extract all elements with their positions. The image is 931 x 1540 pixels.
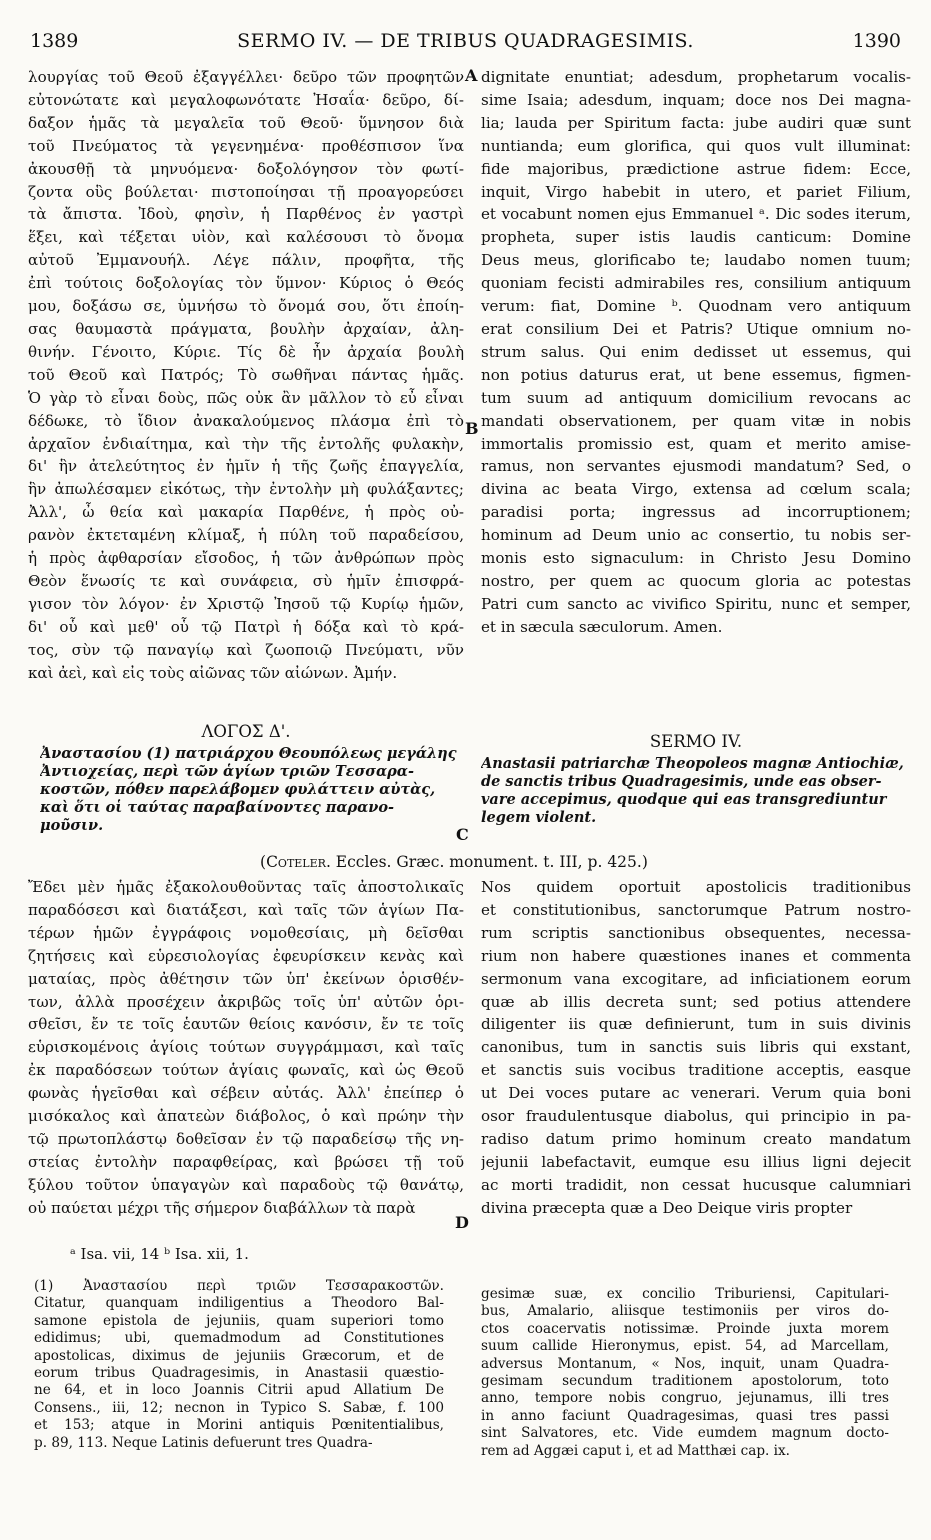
text-line: suum callide Hieronymus, epist. 54, ad Marcellam,	[481, 1338, 889, 1355]
text-line: Patri cum sancto ac vivifico Spiritu, nunc et semper,	[481, 594, 911, 613]
text-line: φωνὰς ἡγεῖσθαι καὶ σέβειν αὐτάς. Ἀλλ' ἐπείπερ ὁ	[28, 1084, 464, 1103]
text-line: δέδωκε, τὸ ἴδιον ἀνακαλούμενος πλάσμα ἐπὶ τὸ	[28, 411, 464, 430]
text-line: δαξον ἡμᾶς τὰ μεγαλεῖα τοῦ Θεοῦ· ὕμνησον διὰ	[28, 113, 464, 132]
margin-letter-a: A	[465, 66, 478, 85]
text-line: divina præcepta quæ a Deo Deique viris propter	[481, 1198, 853, 1217]
text-line: τὰ ἄπιστα. Ἰδοὺ, φησὶν, ἡ Παρθένος ἐν γαστρὶ	[28, 205, 464, 224]
text-line: canonibus, tum in sanctis suis libris qui exstant,	[481, 1038, 911, 1057]
text-line: eorum tribus Quadragesimis, in Anastasii quæstio-	[34, 1365, 444, 1382]
text-line: Consens., iii, 12; necnon in Typico S. Sabæ, f. 100	[34, 1399, 444, 1416]
text-line: inquit, Virgo habebit in utero, et pariet Filium,	[481, 182, 911, 201]
text-line: fide majoribus, prædictione astrue fidem: Ecce,	[481, 159, 911, 178]
text-line: et sanctis suis vocibus traditione acceptis, easque	[481, 1061, 911, 1080]
text-line: sint Salvatores, etc. Vide eumdem magnum docto-	[481, 1425, 889, 1442]
text-line: apostolicas, diximus de jejuniis Græcorum, et de	[34, 1347, 444, 1364]
text-line: μοῦσιν.	[40, 817, 104, 834]
text-line: Citatur, quanquam indiligentius a Theodoro Bal-	[34, 1295, 444, 1312]
text-line: ἕξει, καὶ τέξεται υἱὸν, καὶ καλέσουσι τὸ ὄνομα	[28, 228, 464, 247]
text-line: de sanctis tribus Quadragesimis, unde eas obser-	[481, 773, 882, 790]
text-line: ramus, non servantes ejusmodi mandatum? Sed, o	[481, 457, 911, 476]
text-line: dignitate enuntiat; adesdum, prophetarum vocalis-	[481, 68, 911, 86]
text-line: δι' οὗ καὶ μεθ' οὗ τῷ Πατρὶ ἡ δόξα καὶ τὸ κρά-	[28, 617, 464, 636]
running-title: SERMO IV. — DE TRIBUS QUADRAGESIMIS.	[237, 30, 694, 52]
footnote-right	[481, 1286, 889, 1460]
text-line: καὶ ὅτι οἱ ταύτας παραβαίνοντες παρανο-	[40, 799, 395, 816]
text-line: Θεὸν ἕνωσίς τε καὶ συνάφεια, σὺ ἡμῖν ἐπισφρά-	[28, 571, 464, 590]
text-line: immortalis promissio est, quam et merito amise-	[481, 434, 911, 453]
margin-letter-c: C	[456, 825, 469, 844]
text-line: strum salus. Qui enim dedisset ut essemus, qui	[481, 342, 911, 361]
text-line: εὐτονώτατε καὶ μεγαλοφωνότατε Ἠσαΐα· δεῦρο, δί-	[28, 90, 464, 109]
text-line: Ἔδει μὲν ἡμᾶς ἐξακολουθοῦντας ταῖς ἀποστολικαῖς	[28, 878, 464, 896]
left-page-number: 1389	[30, 30, 79, 52]
text-line: τοῦ Πνεύματος τὰ γεγενημένα· προθέσπισον ἵνα	[28, 136, 464, 155]
text-line: Nos quidem oportuit apostolicis traditionibus	[481, 878, 911, 896]
scripture-references: ᵃ Isa. vii, 14 ᵇ Isa. xii, 1.	[70, 1245, 249, 1263]
text-line: τος, σὺν τῷ παναγίῳ καὶ ζωοποιῷ Πνεύματι, νῦν	[28, 640, 464, 659]
text-line: propheta, super istis laudis canticum: Domine	[481, 228, 911, 247]
text-line: εὑρισκομένοις ἁγίοις τούτων συγγράμμασι, καὶ ταῖς	[28, 1038, 464, 1057]
text-line: ζοντα οὓς βούλεται· πιστοποίησαι τῇ προαγορεύσει	[28, 182, 464, 201]
text-line: gesimæ suæ, ex concilio Triburiensi, Capitulari-	[481, 1286, 889, 1302]
text-line: quæ ab illis decreta sunt; sed potius attendere	[481, 992, 911, 1011]
text-line: non potius daturus erat, ut bene essemus, figmen-	[481, 365, 911, 384]
text-line: σας θαυμαστὰ πράγματα, βουλὴν ἀρχαίαν, ἀλη-	[28, 319, 464, 338]
text-line: παραδόσεσι καὶ διατάξεσι, καὶ ταῖς τῶν ἁγίων Πα-	[28, 900, 464, 919]
latin-section-heading: SERMO IV.	[649, 732, 743, 751]
greek-section-heading: ΛΟΓΟΣ Δ'.	[201, 722, 291, 741]
text-line: nostro, per quem ac quocum gloria ac potestas	[481, 571, 911, 590]
text-line: (1) Ἀναστασίου περὶ τριῶν Τεσσαρακοστῶν.	[34, 1278, 444, 1294]
text-line: sermonum vana excogitare, ad inficiationem eorum	[481, 969, 911, 988]
text-line: ματαίας, πρὸς ἀθέτησιν τῶν ὑπ' ἐκείνων ὁρισθέν-	[28, 969, 464, 988]
text-line: quoniam fecisti admirabiles res, consilium antiquum	[481, 274, 911, 293]
text-line: τοῦ Θεοῦ καὶ Πατρός; Τὸ σωθῆναι πάντας ἡμᾶς.	[28, 365, 464, 384]
text-line: edidimus; ubi, quemadmodum ad Constitutiones	[34, 1330, 444, 1347]
text-line: στείας ἐντολὴν παραφθείρας, καὶ βρώσει τῇ τοῦ	[28, 1152, 464, 1171]
text-line: τέρων ἡμῶν ἐγγράφοις νομοθεσίαις, μὴ δεῖσθαι	[28, 923, 464, 942]
text-line: diligenter iis quæ definierunt, tum in suis divinis	[481, 1015, 911, 1034]
text-line: et in sæcula sæculorum. Amen.	[481, 617, 723, 636]
text-line: Ἀντιοχείας, περὶ τῶν ἁγίων τριῶν Τεσσαρα-	[40, 763, 414, 780]
text-line: λουργίας τοῦ Θεοῦ ἐξαγγέλλει· δεῦρο τῶν προφητῶν	[28, 68, 464, 86]
text-line: nuntianda; eum glorifica, qui quos vult illuminat:	[481, 136, 911, 155]
text-line: ut Dei voces putare ac venerari. Verum quia boni	[481, 1084, 911, 1103]
text-line: ξύλου τοῦτον ὑπαγαγὼν καὶ παραδοὺς τῷ θανάτῳ,	[28, 1175, 464, 1194]
text-line: et vocabunt nomen ejus Emmanuel ᵃ. Dic sodes iterum,	[481, 205, 911, 224]
text-line: rum scriptis sanctionibus obsequentes, necessa-	[481, 923, 911, 942]
text-line: divina ac beata Virgo, extensa ad cœlum scala;	[481, 480, 911, 499]
text-line: Anastasii patriarchæ Theopoleos magnæ Antiochiæ,	[481, 755, 904, 772]
text-line: radiso datum primo hominum creato mandatum	[481, 1129, 911, 1148]
text-line: et 153; atque in Morini antiquis Pœnitentialibus,	[34, 1417, 444, 1434]
text-line: bus, Amalario, aliisque testimoniis per viros do-	[481, 1303, 889, 1320]
text-line: lia; lauda per Spiritum facta: jube audiri quæ sunt	[481, 113, 911, 132]
latin-subtitle	[481, 755, 911, 827]
text-line: paradisi porta; ingressus ad incorruptionem;	[481, 503, 911, 522]
text-line: ἐκ παραδόσεων τούτων ἁγίαις φωναῖς, καὶ ὡς Θεοῦ	[28, 1061, 464, 1080]
text-line: οὐ παύεται μέχρι τῆς σήμερον διαβάλλων τὰ παρὰ	[28, 1198, 416, 1217]
text-line: et constitutionibus, sanctorumque Patrum nostro-	[481, 900, 911, 919]
text-line: τῷ πρωτοπλάστῳ δοθεῖσαν ἐν τῷ παραδείσῳ τῆς νη-	[28, 1129, 464, 1148]
greek-subtitle	[40, 745, 460, 835]
text-line: γισον τὸν λόγον· ἐν Χριστῷ Ἰησοῦ τῷ Κυρίῳ ἡμῶν,	[28, 594, 464, 613]
text-line: ζητήσεις καὶ εὑρεσιολογίας ἐφευρίσκειν κενὰς καὶ	[28, 946, 464, 965]
text-line: μισόκαλος καὶ ἀπατεὼν διάβολος, ὁ καὶ πρώην τὴν	[28, 1107, 464, 1126]
text-line: anno, tempore nobis congruo, jejunamus, illi tres	[481, 1390, 889, 1407]
text-line: ἀκουσθῇ τὰ μηνυόμενα· δοξολόγησον τὸν φωτί-	[28, 159, 464, 178]
text-line: αὐτοῦ Ἐμμανουήλ. Λέγε πάλιν, προφῆτα, τῆς	[28, 251, 464, 270]
text-line: ἡ πρὸς ἀφθαρσίαν εἴσοδος, ἡ τῶν ἀνθρώπων πρὸς	[28, 549, 464, 568]
text-line: ἀρχαῖον ἐνδιαίτημα, καὶ τὴν τῆς ἐντολῆς φυλακὴν,	[28, 434, 464, 453]
text-line: rium non habere quæstiones inanes et commenta	[481, 946, 911, 965]
text-line: osor fraudulentusque diabolus, qui principio in pa-	[481, 1107, 911, 1126]
right-page-number: 1390	[852, 30, 901, 52]
text-line: ρανὸν ἐκτεταμένη κλίμαξ, ἡ πύλη τοῦ παραδείσου,	[28, 526, 464, 545]
greek-column-bottom	[28, 876, 464, 1220]
text-line: rem ad Aggæi caput i, et ad Matthæi cap. ix.	[481, 1442, 790, 1459]
text-line: ἣν ἀπωλέσαμεν εἰκότως, τὴν ἐντολὴν μὴ φυλάξαντες;	[28, 480, 464, 499]
text-line: θινήν. Γένοιτο, Κύριε. Τίς δὲ ἦν ἀρχαία βουλὴ	[28, 342, 464, 361]
text-line: tum suum ad antiquum domicilium revocans ac	[481, 388, 911, 407]
text-line: erat consilium Dei et Patris? Utique omnium no-	[481, 319, 911, 338]
text-line: hominum ad Deum unio ac consertio, tu nobis ser-	[481, 526, 911, 545]
text-line: των, ἀλλὰ προσέχειν ἀκριβῶς τοῖς ὑπ' αὐτῶν ὁρι-	[28, 992, 464, 1011]
text-line: p. 89, 113. Neque Latinis defuerunt tres Quadra-	[34, 1434, 373, 1451]
text-line: ne 64, et in loco Joannis Citrii apud Allatium De	[34, 1382, 444, 1399]
text-line: Ἀλλ', ὦ θεία καὶ μακαρία Παρθένε, ἡ πρὸς οὐ-	[28, 503, 464, 522]
text-line: Ἀναστασίου (1) πατριάρχου Θεουπόλεως μεγάλης	[40, 745, 457, 762]
text-line: κοστῶν, πόθεν παρελάβομεν φυλάττειν αὐτὰς,	[40, 781, 436, 798]
text-line: ctos coacervatis notissimæ. Proinde juxta morem	[481, 1320, 889, 1337]
text-line: μου, δοξάσω σε, ὑμνήσω τὸ ὄνομά σου, ὅτι ἐποίη-	[28, 297, 464, 316]
text-line: vare accepimus, quodque qui eas transgrediuntur	[481, 791, 887, 808]
text-line: legem violent.	[481, 809, 597, 826]
margin-letter-b: B	[465, 419, 479, 438]
text-line: mandati observationem, per quam vitæ in nobis	[481, 411, 911, 430]
latin-column-top	[481, 66, 911, 639]
text-line: δι' ἣν ἀτελεύτητος ἐν ἡμῖν ἡ τῆς ζωῆς ἐπαγγελία,	[28, 457, 464, 476]
footnote-left	[34, 1278, 444, 1452]
text-line: verum: fiat, Domine ᵇ. Quodnam vero antiquum	[481, 297, 911, 316]
text-line: ἐπὶ τούτοις δοξολογίας τὸν ὕμνον· Κύριος ὁ Θεός	[28, 274, 464, 293]
source-author: Coteler	[266, 853, 326, 871]
text-line: Ὁ γὰρ τὸ εἶναι δοὺς, πῶς οὐκ ἂν μᾶλλον τὸ εὖ εἶναι	[28, 388, 464, 407]
source-citation: (Coteler. Eccles. Græc. monument. t. III, p. 425.)	[260, 853, 648, 871]
text-line: samone epistola de jejuniis, quam superiori tomo	[34, 1312, 444, 1329]
text-line: Deus meus, glorificabo te; laudabo nomen tuum;	[481, 251, 911, 270]
text-line: in anno faciunt Quadragesimas, quasi tres passi	[481, 1407, 889, 1424]
greek-column-top	[28, 66, 464, 684]
latin-column-bottom	[481, 876, 911, 1220]
text-line: jejunii labefactavit, eumque esu illius ligni dejecit	[481, 1152, 911, 1171]
text-line: adversus Montanum, « Nos, inquit, unam Quadra-	[481, 1355, 889, 1372]
margin-letter-d: D	[455, 1213, 469, 1232]
text-line: καὶ ἀεὶ, καὶ εἰς τοὺς αἰῶνας τῶν αἰώνων. Ἀμήν.	[28, 663, 398, 682]
text-line: σθεῖσι, ἔν τε τοῖς ἑαυτῶν θείοις κανόσιν, ἔν τε τοῖς	[28, 1015, 464, 1034]
text-line: ac morti tradidit, non cessat hucusque calumniari	[481, 1175, 911, 1194]
text-line: sime Isaia; adesdum, inquam; doce nos Dei magna-	[481, 90, 911, 109]
text-line: monis esto signaculum: in Christo Jesu Domino	[481, 549, 911, 568]
text-line: gesimam secundum traditionem apostolorum, toto	[481, 1373, 889, 1390]
